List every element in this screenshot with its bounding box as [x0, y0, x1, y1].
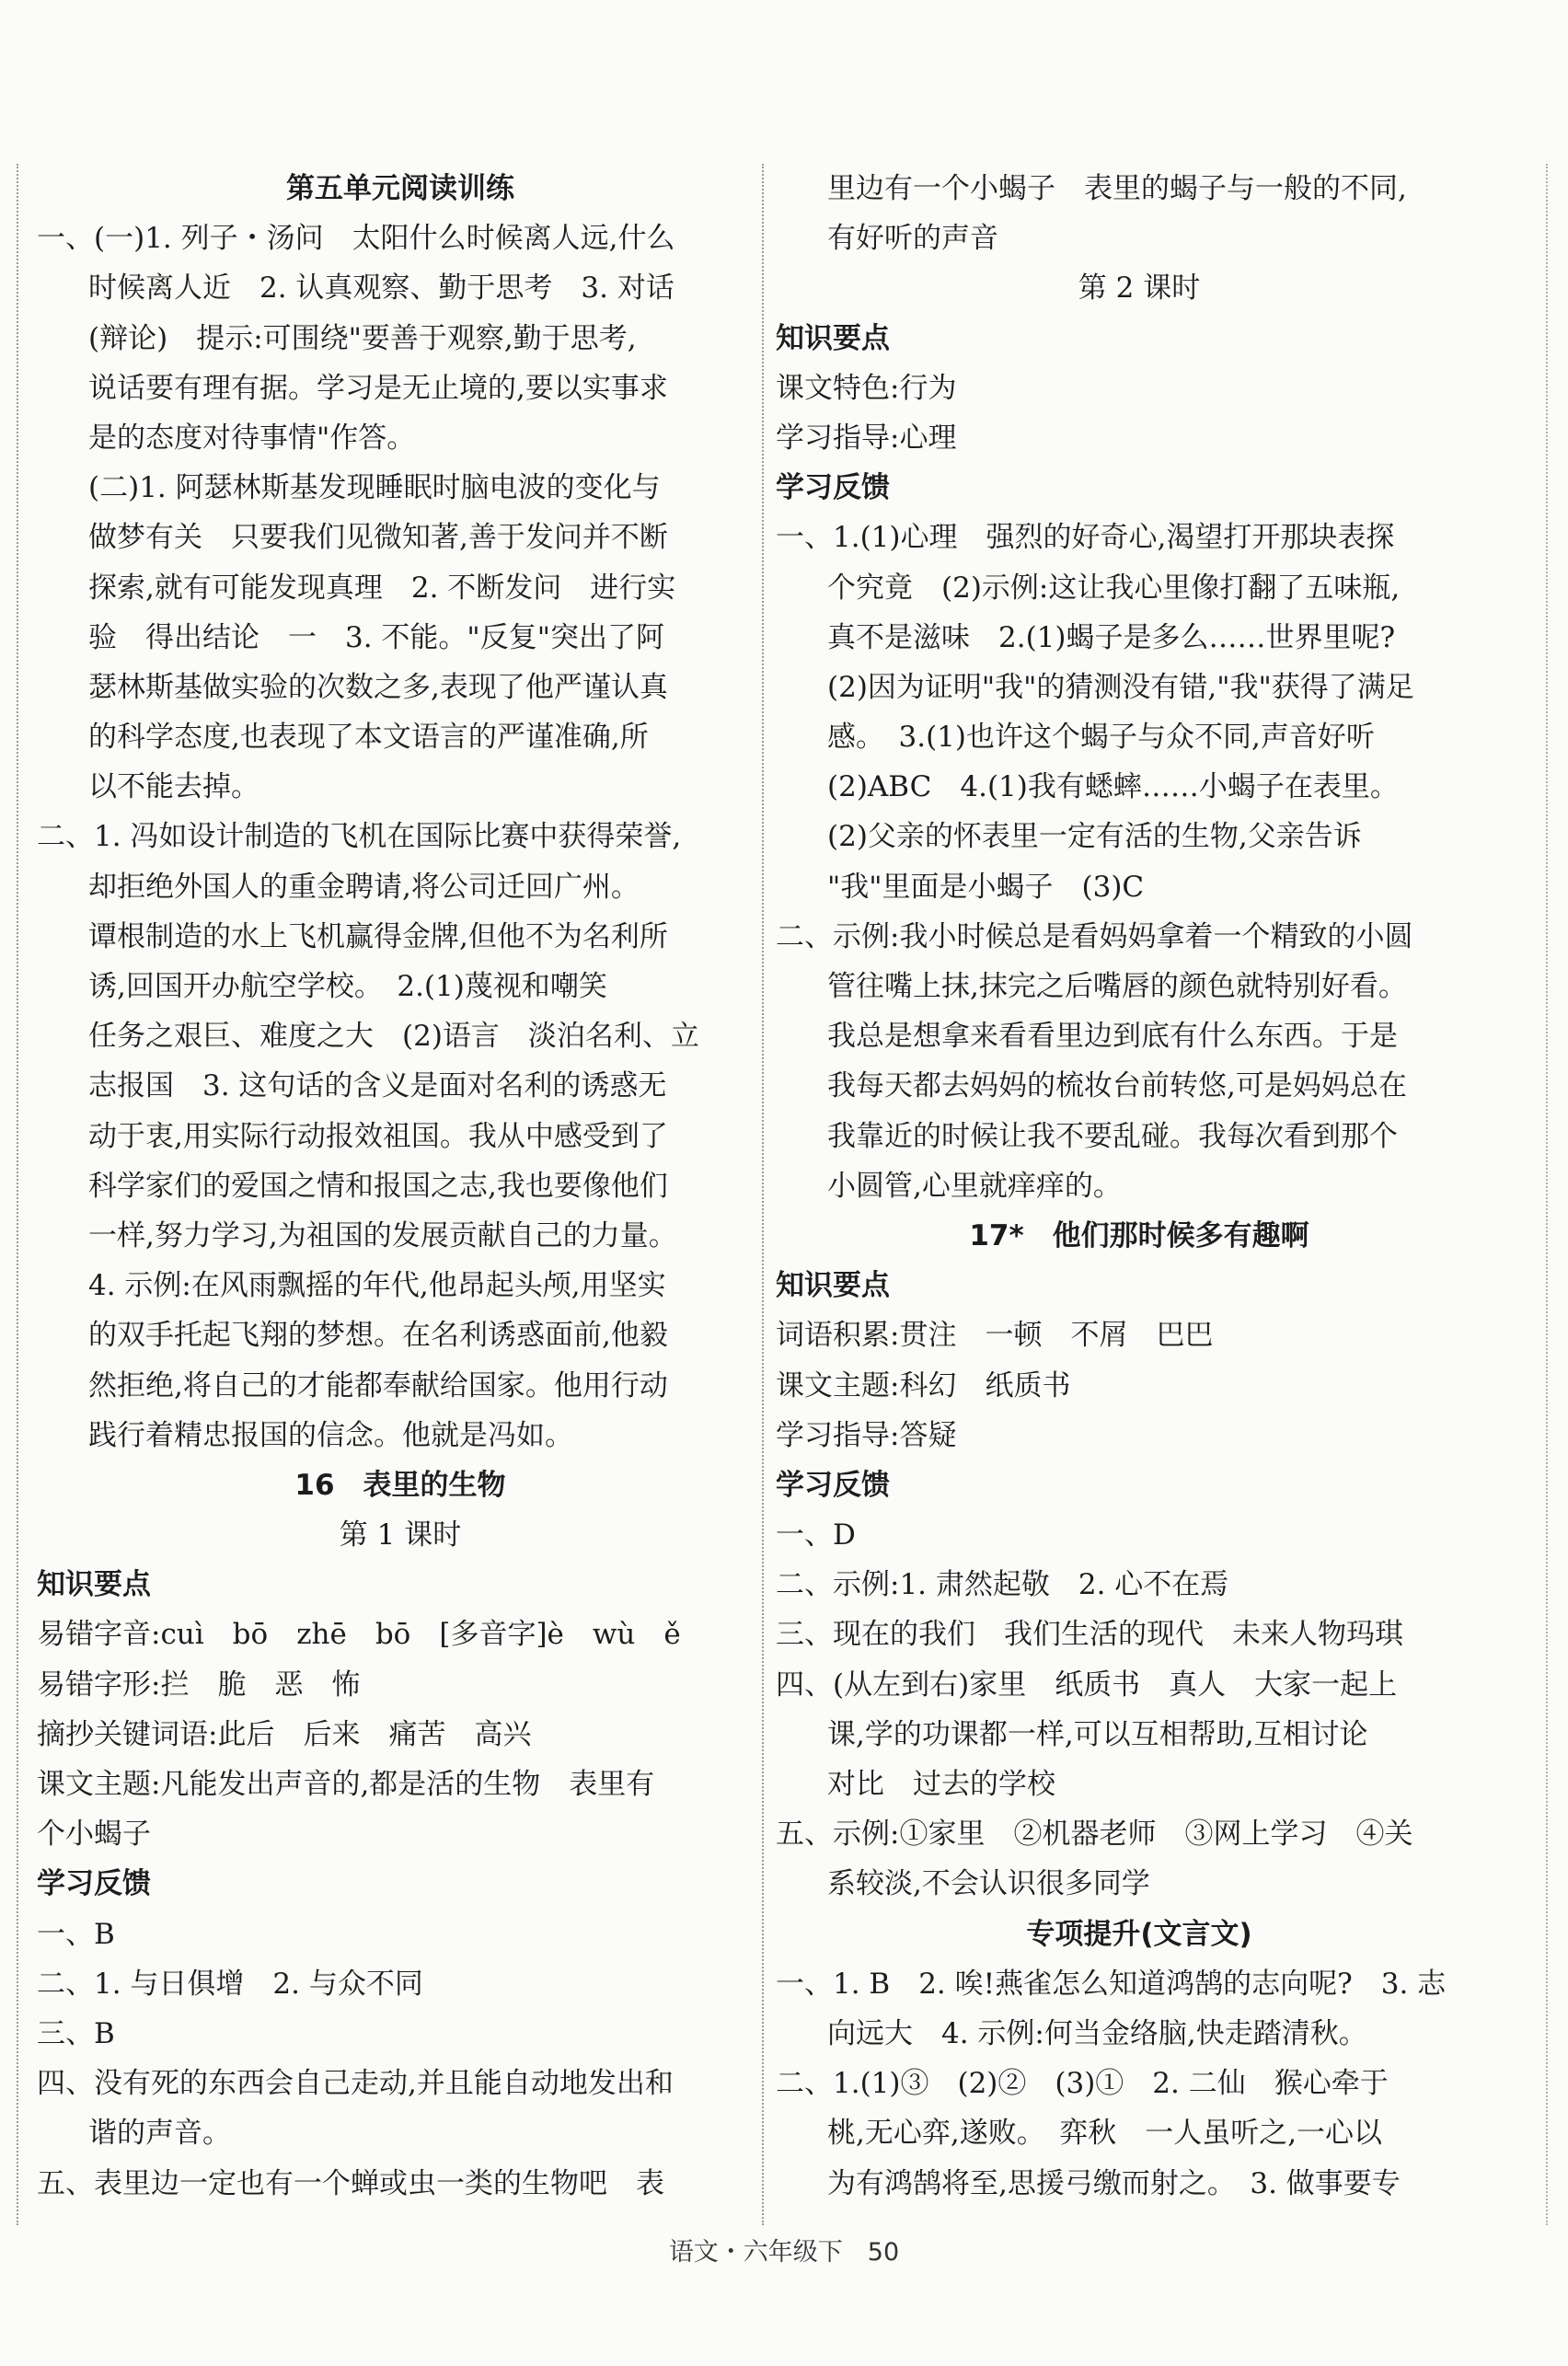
left-text-line: 说话要有理有据。学习是无止境的,要以实事求 [88, 371, 668, 405]
left-text-line: 五、表里边一定也有一个蝉或虫一类的生物吧 表 [37, 2166, 664, 2200]
left-text-line: 易错字音:cuì bō zhē bō [多音字]è wù ě [37, 1618, 681, 1652]
left-text-line: 个小蝎子 [37, 1818, 151, 1852]
right-text-line: 小圆管,心里就痒痒的。 [827, 1169, 1122, 1203]
left-text-line: 一、B [37, 1917, 115, 1951]
right-text-line: 知识要点 [776, 1269, 890, 1303]
left-text-line: 科学家们的爱国之情和报国之志,我也要像他们 [88, 1169, 668, 1203]
right-text-line: 我靠近的时候让我不要乱碰。我每次看到那个 [827, 1119, 1398, 1153]
left-text-line: 四、没有死的东西会自己走动,并且能自动地发出和 [37, 2067, 674, 2101]
left-text-line: 的科学态度,也表现了本文语言的严谨准确,所 [88, 721, 649, 755]
right-text-line: 专项提升(文言文) [1026, 1917, 1252, 1951]
left-text-line: 动于衷,用实际行动报效祖国。我从中感受到了 [88, 1119, 668, 1153]
left-text-line: 谭根制造的水上飞机赢得金牌,但他不为名利所 [88, 919, 668, 953]
right-text-line: 二、示例:我小时候总是看妈妈拿着一个精致的小圆 [776, 919, 1413, 953]
right-text-line: 知识要点 [776, 321, 890, 355]
right-text-line: 桃,无心弈,遂败。 弈秋 一人虽听之,一心以 [827, 2117, 1383, 2151]
right-text-line: 二、示例:1. 肃然起敬 2. 心不在焉 [776, 1568, 1229, 1602]
left-text-line: 是的态度对待事情"作答。 [88, 421, 416, 455]
left-text-line: 二、1. 与日俱增 2. 与众不同 [37, 1967, 423, 2001]
right-text-line: 一、1.(1)心理 强烈的好奇心,渴望打开那块表探 [776, 521, 1395, 555]
left-text-line: 的双手托起飞翔的梦想。在名利诱惑面前,他毅 [88, 1319, 668, 1353]
right-text-line: 四、(从左到右)家里 纸质书 真人 大家一起上 [776, 1668, 1398, 1702]
left-column [37, 164, 764, 2209]
right-text-line: 有好听的声音 [827, 222, 998, 256]
right-text-line: (2)因为证明"我"的猜测没有错,"我"获得了满足 [827, 670, 1414, 704]
right-text-line: 向远大 4. 示例:何当金络脑,快走踏清秋。 [827, 2016, 1367, 2050]
left-text-line: 知识要点 [37, 1568, 151, 1602]
left-text-line: 4. 示例:在风雨飘摇的年代,他昂起头颅,用坚实 [88, 1269, 666, 1303]
left-text-line: 瑟林斯基做实验的次数之多,表现了他严谨认真 [88, 670, 668, 704]
right-text-line: "我"里面是小蝎子 (3)C [827, 870, 1145, 904]
left-text-line: 一、(一)1. 列子・汤问 太阳什么时候离人远,什么 [37, 222, 675, 256]
left-text-line: 三、B [37, 2016, 115, 2050]
left-text-line: (辩论) 提示:可围绕"要善于观察,勤于思考, [88, 321, 637, 355]
right-text-line: 系较淡,不会认识很多同学 [827, 1867, 1150, 1901]
right-text-line: 我总是想拿来看看里边到底有什么东西。于是 [827, 1020, 1398, 1054]
right-text-line: 课文主题:科幻 纸质书 [776, 1368, 1071, 1402]
left-text-line: 以不能去掉。 [88, 770, 259, 804]
left-text-line: 第 1 课时 [339, 1518, 462, 1552]
right-text-line: 感。 3.(1)也许这个蝎子与众不同,声音好听 [827, 721, 1375, 755]
right-text-line: 真不是滋味 2.(1)蝎子是多么……世界里呢? [827, 620, 1396, 654]
right-text-line: 五、示例:①家里 ②机器老师 ③网上学习 ④关 [776, 1818, 1413, 1852]
left-text-line: 学习反馈 [37, 1867, 151, 1901]
left-text-line: 16 表里的生物 [294, 1468, 506, 1502]
left-text-line: 践行着精忠报国的信念。他就是冯如。 [88, 1418, 573, 1452]
right-text-line: (2)ABC 4.(1)我有蟋蟀……小蝎子在表里。 [827, 770, 1399, 804]
left-text-line: 课文主题:凡能发出声音的,都是活的生物 表里有 [37, 1768, 655, 1801]
left-margin-rule [17, 164, 18, 2225]
right-text-line: 课文特色:行为 [776, 371, 957, 405]
right-text-line: 第 2 课时 [1078, 271, 1201, 306]
right-text-line: 二、1.(1)③ (2)② (3)① 2. 二仙 猴心牵于 [776, 2067, 1389, 2101]
right-column [776, 164, 1503, 2209]
left-text-line: 诱,回国开办航空学校。 2.(1)蔑视和嘲笑 [88, 970, 607, 1003]
right-text-line: (2)父亲的怀表里一定有活的生物,父亲告诉 [827, 820, 1362, 854]
left-text-line: 摘抄关键词语:此后 后来 痛苦 高兴 [37, 1717, 532, 1751]
left-text-line: 任务之艰巨、难度之大 (2)语言 淡泊名利、立 [88, 1020, 699, 1054]
right-text-line: 我每天都去妈妈的梳妆台前转悠,可是妈妈总在 [827, 1069, 1407, 1103]
left-text-line: 一样,努力学习,为祖国的发展贡献自己的力量。 [88, 1218, 677, 1252]
left-text-line: 做梦有关 只要我们见微知著,善于发问并不断 [88, 521, 668, 555]
right-text-line: 17* 他们那时候多有趣啊 [969, 1218, 1309, 1252]
page-footer: 语文・六年级下 50 [668, 2238, 900, 2267]
left-text-line: 验 得出结论 一 3. 不能。"反复"突出了阿 [88, 620, 664, 654]
right-text-line: 三、现在的我们 我们生活的现代 未来人物玛琪 [776, 1618, 1403, 1652]
right-text-line: 一、1. B 2. 唉!燕雀怎么知道鸿鹄的志向呢? 3. 志 [776, 1967, 1447, 2001]
right-text-line: 学习指导:答疑 [776, 1418, 957, 1452]
left-text-line: 二、1. 冯如设计制造的飞机在国际比赛中获得荣誉, [37, 820, 682, 854]
right-text-line: 对比 过去的学校 [827, 1768, 1055, 1801]
right-text-line: 学习反馈 [776, 1468, 890, 1502]
right-text-line: 管往嘴上抹,抹完之后嘴唇的颜色就特别好看。 [827, 970, 1407, 1003]
right-text-line: 一、D [776, 1518, 856, 1552]
right-text-line: 为有鸿鹄将至,思援弓缴而射之。 3. 做事要专 [827, 2166, 1401, 2200]
left-text-line: 探索,就有可能发现真理 2. 不断发问 进行实 [88, 571, 676, 605]
right-text-line: 学习指导:心理 [776, 421, 957, 455]
left-text-line: 谐的声音。 [88, 2117, 231, 2151]
right-text-line: 词语积累:贯注 一顿 不屑 巴巴 [776, 1319, 1214, 1353]
right-text-line: 课,学的功课都一样,可以互相帮助,互相讨论 [827, 1717, 1368, 1751]
right-text-line: 学习反馈 [776, 471, 890, 505]
left-text-line: 时候离人近 2. 认真观察、勤于思考 3. 对话 [88, 271, 674, 306]
left-text-line: 却拒绝外国人的重金聘请,将公司迁回广州。 [88, 870, 640, 904]
left-text-line: 第五单元阅读训练 [286, 172, 514, 205]
right-text-line: 个究竟 (2)示例:这让我心里像打翻了五味瓶, [827, 571, 1401, 605]
left-text-line: 易错字形:拦 脆 恶 怖 [37, 1668, 361, 1702]
left-text-line: (二)1. 阿瑟林斯基发现睡眠时脑电波的变化与 [88, 471, 661, 505]
left-text-line: 然拒绝,将自己的才能都奉献给国家。他用行动 [88, 1368, 668, 1402]
right-margin-rule [1546, 164, 1548, 2225]
left-text-line: 志报国 3. 这句话的含义是面对名利的诱惑无 [88, 1069, 667, 1103]
right-text-line: 里边有一个小蝎子 表里的蝎子与一般的不同, [827, 172, 1407, 205]
